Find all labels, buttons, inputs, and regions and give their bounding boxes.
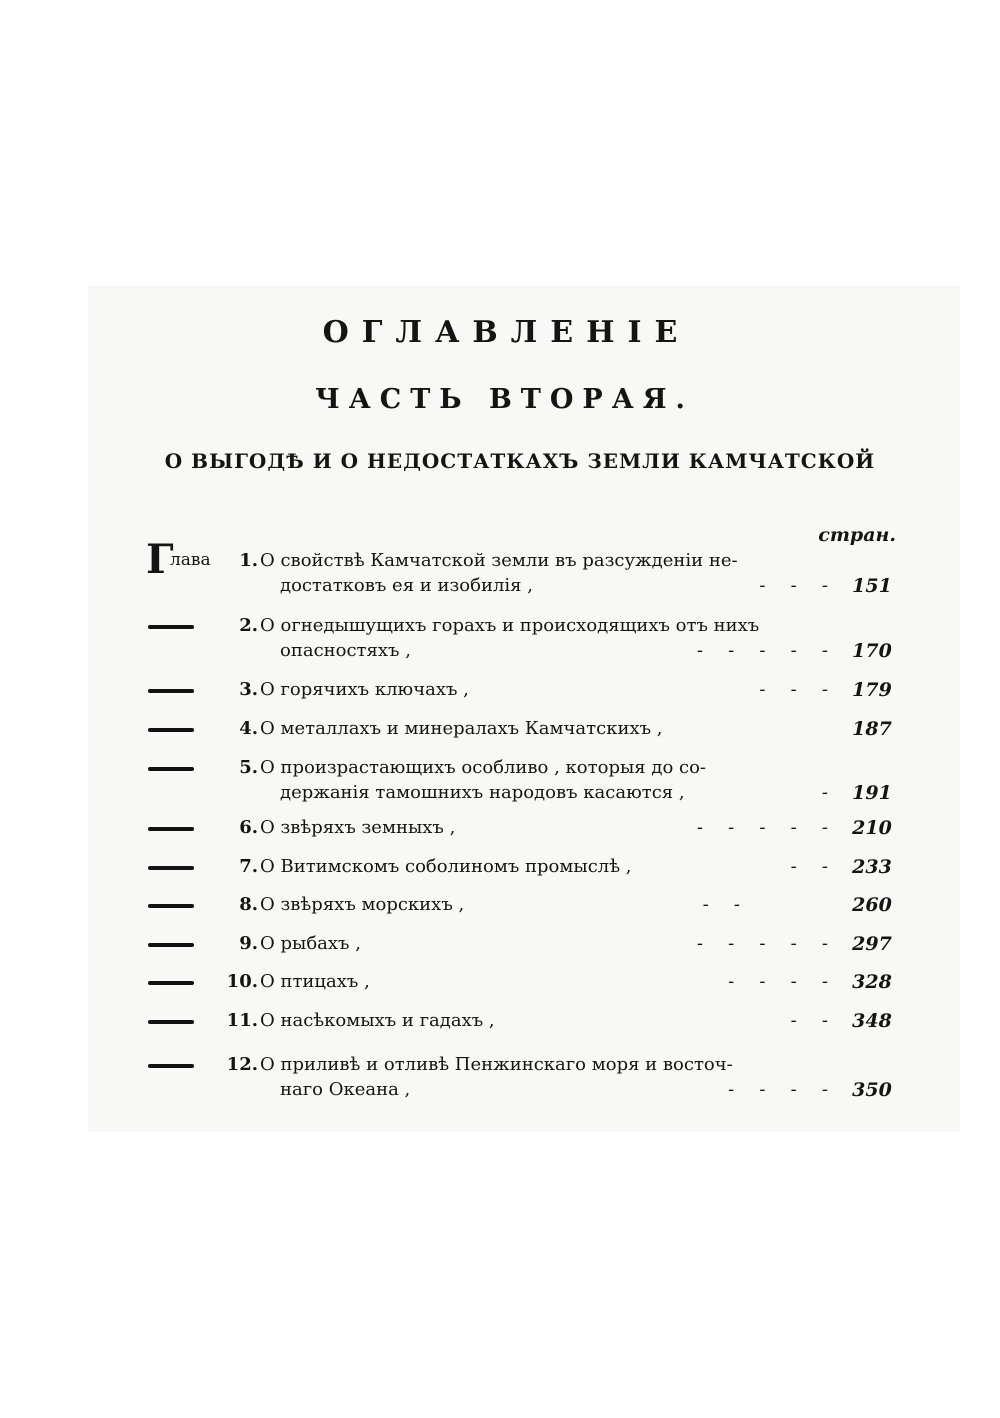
chapter-title: О горячихъ ключахъ ,: [260, 679, 469, 700]
chapter-word-initial: Г: [146, 536, 174, 583]
page-number: 297: [852, 933, 892, 955]
chapter-title: О рыбахъ ,: [260, 933, 361, 954]
ditto-dash: [148, 1020, 194, 1024]
page-number: 170: [852, 640, 892, 662]
leader-dots: - - -: [759, 575, 830, 596]
chapter-title-continued: опасностяхъ ,: [280, 640, 411, 661]
chapter-number: 1.: [239, 550, 258, 571]
chapter-number: 5.: [239, 757, 258, 778]
section-subtitle: О ВЫГОДѢ И О НЕДОСТАТКАХЪ ЗЕМЛИ КАМЧАТСКОЙ: [164, 449, 876, 473]
ditto-dash: [148, 866, 194, 870]
leader-dots: - - - - -: [696, 933, 830, 954]
chapter-number: 2.: [239, 615, 258, 636]
chapter-title: О птицахъ ,: [260, 971, 370, 992]
leader-dots: - - -: [759, 679, 830, 700]
page-number: 233: [852, 856, 892, 878]
chapter-title: О Витимскомъ соболиномъ промыслѣ ,: [260, 856, 632, 877]
toc-entry: [140, 755, 900, 815]
page-number: 260: [852, 894, 892, 916]
chapter-number: 8.: [239, 894, 258, 915]
ditto-dash: [148, 943, 194, 947]
leader-dots: - -: [702, 894, 742, 915]
ditto-dash: [148, 728, 194, 732]
chapter-title: О насѣкомыхъ и гадахъ ,: [260, 1010, 495, 1031]
chapter-number: 6.: [239, 817, 258, 838]
chapter-title-continued: наго Океана ,: [280, 1079, 411, 1100]
chapter-word-rest: лава: [170, 550, 211, 570]
leader-dots: - -: [790, 1010, 830, 1031]
chapter-number: 4.: [239, 718, 258, 739]
chapter-title: О свойствѣ Камчатской земли въ разсужденіи не-: [260, 550, 738, 571]
chapter-title: О приливѣ и отливѣ Пенжинскаго моря и восточ-: [260, 1054, 733, 1075]
ditto-dash: [148, 625, 194, 629]
ditto-dash: [148, 767, 194, 771]
chapter-number: 12.: [226, 1054, 258, 1075]
page-number: 348: [852, 1010, 892, 1032]
page-number: 350: [852, 1079, 892, 1101]
chapter-title: О произрастающихъ особливо , которыя до со-: [260, 757, 707, 778]
page-number: 210: [852, 817, 892, 839]
ditto-dash: [148, 689, 194, 693]
toc-entry: [140, 1052, 900, 1112]
leader-dots: - -: [790, 856, 830, 877]
chapter-number: 9.: [239, 933, 258, 954]
page-column-label: стран.: [818, 524, 896, 546]
leader-dots: - - - - -: [696, 640, 830, 661]
chapter-number: 7.: [239, 856, 258, 877]
page-number: 151: [852, 575, 892, 597]
ditto-dash: [148, 1064, 194, 1068]
part-heading: ЧАСТЬ ВТОРАЯ.: [315, 384, 694, 415]
leader-dots: - - - -: [728, 1079, 830, 1100]
chapter-title: О звѣряхъ земныхъ ,: [260, 817, 456, 838]
chapter-title: О звѣряхъ морскихъ ,: [260, 894, 465, 915]
page-number: 191: [852, 782, 892, 804]
chapter-number: 3.: [239, 679, 258, 700]
ditto-dash: [148, 904, 194, 908]
chapter-title: О огнедышущихъ горахъ и происходящихъ отъ нихъ: [260, 615, 760, 636]
ditto-dash: [148, 827, 194, 831]
toc-entry: [140, 536, 900, 608]
chapter-number: 11.: [226, 1010, 258, 1031]
chapter-title-continued: достатковъ ея и изобилія ,: [280, 575, 533, 596]
leader-dots: - - - - -: [696, 817, 830, 838]
page-number: 328: [852, 971, 892, 993]
toc-entry: [140, 613, 900, 673]
leader-dots: -: [821, 782, 830, 803]
chapter-title: О металлахъ и минералахъ Камчатскихъ ,: [260, 718, 663, 739]
chapter-number: 10.: [226, 971, 258, 992]
leader-dots: - - - -: [728, 971, 830, 992]
chapter-title-continued: держанія тамошнихъ народовъ касаются ,: [280, 782, 685, 803]
page-number: 179: [852, 679, 892, 701]
page-title: ОГЛАВЛЕНІЕ: [322, 315, 691, 350]
ditto-dash: [148, 981, 194, 985]
page-number: 187: [852, 718, 892, 740]
